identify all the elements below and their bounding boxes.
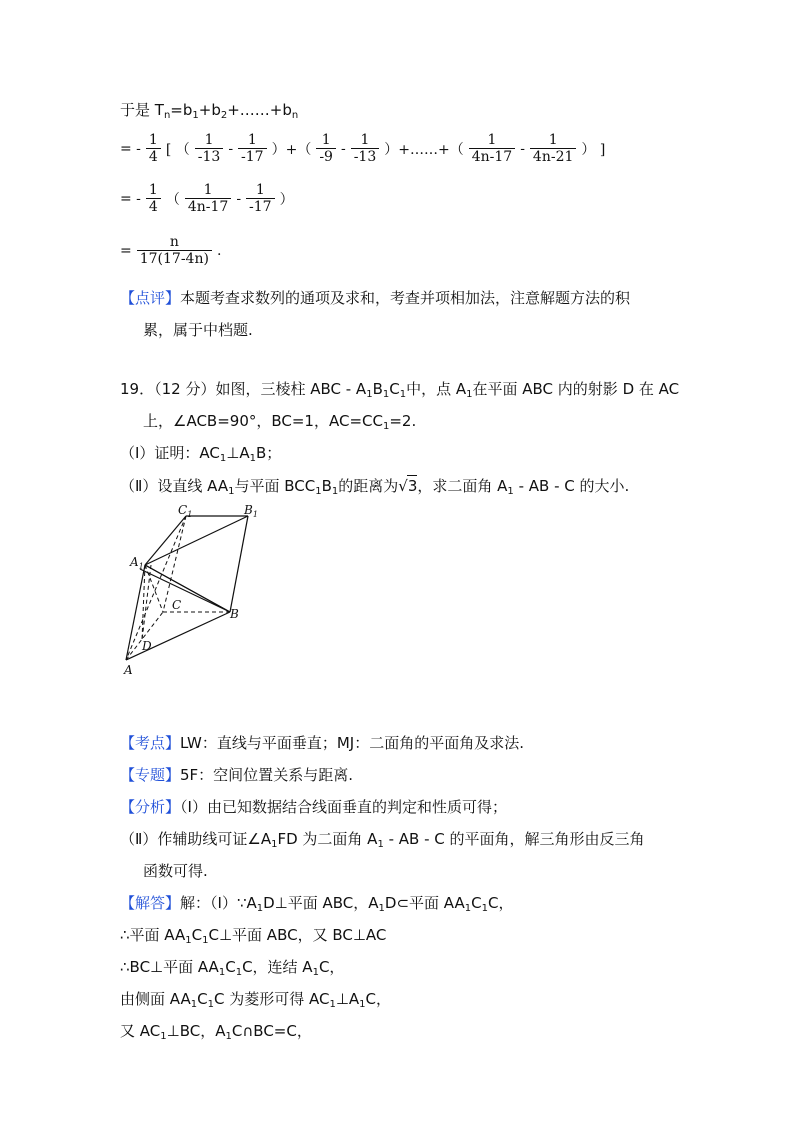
subscript: 1 <box>249 453 256 464</box>
subscript: 1 <box>315 486 322 497</box>
numerator: 1 <box>360 132 370 148</box>
review-line-1 <box>120 288 630 308</box>
subscript: 1 <box>329 999 336 1010</box>
numerator: 1 <box>247 132 257 148</box>
subscript: 1 <box>466 389 473 400</box>
denominator: 4 <box>146 148 161 165</box>
paren: ）+（ <box>271 141 312 158</box>
numerator: 1 <box>204 132 214 148</box>
period: . <box>216 242 222 259</box>
text: D⊂平面 AA <box>384 894 465 912</box>
subscript: 1 <box>382 421 390 432</box>
denominator: 4 <box>146 198 161 215</box>
paren: （ <box>165 191 180 208</box>
label-A1: $A_1$ <box>130 555 144 571</box>
text: C <box>389 380 400 398</box>
paren: ） <box>279 191 294 208</box>
review-text: 本题考查求数列的通项及求和，考查并项相加法，注意解题方法的积 <box>180 289 631 307</box>
result-line <box>120 234 221 267</box>
subscript: 1 <box>366 389 373 400</box>
text: 函数可得. <box>143 862 208 880</box>
subscript: 1 <box>377 839 384 850</box>
text: C <box>191 926 203 944</box>
text: 解：（Ⅰ）∵A <box>180 894 257 912</box>
numerator: 1 <box>548 132 558 148</box>
text: B <box>372 380 383 398</box>
fraction-quarter <box>146 132 161 165</box>
numerator: 1 <box>321 132 331 148</box>
minus: - <box>340 140 346 157</box>
edge-A1B-dup <box>145 565 230 612</box>
subscript: 1 <box>207 999 214 1010</box>
subscript: 2 <box>220 110 228 121</box>
bracket-open: [ （ <box>165 141 190 158</box>
fenxi-line-3 <box>143 861 208 881</box>
denominator: 17(17-4n) <box>137 250 212 267</box>
text: B <box>321 477 332 495</box>
question-19-line-2 <box>143 411 416 437</box>
denominator: 4n-17 <box>185 198 231 215</box>
text: C∩BC=C， <box>231 1022 312 1040</box>
numerator: 1 <box>255 182 265 198</box>
label-A: A <box>124 663 133 677</box>
text: =2. <box>389 412 417 430</box>
numerator: 1 <box>487 132 497 148</box>
text: - AB - C 的平面角，解三角形由反三角 <box>383 830 645 848</box>
sqrt-value: 3 <box>407 477 418 495</box>
text: 19．（12 分）如图，三棱柱 ABC - A <box>120 380 367 398</box>
subscript: 1 <box>202 935 209 946</box>
answer-line-1 <box>120 893 513 919</box>
fraction <box>185 182 231 215</box>
fraction <box>246 182 275 215</box>
text: 又 AC <box>120 1022 161 1040</box>
subscript: 1 <box>192 110 199 121</box>
fraction <box>469 132 515 165</box>
zhuanti-line <box>120 765 353 785</box>
fraction-quarter <box>146 182 161 215</box>
prism-figure <box>118 502 288 682</box>
text: ⊥BC，A <box>166 1022 226 1040</box>
subscript: 1 <box>399 389 407 400</box>
text: 上，∠ACB=90°，BC=1，AC=CC <box>143 412 383 430</box>
edge-B1B <box>230 516 248 612</box>
subscript: 1 <box>235 967 243 978</box>
text: C，连结 A <box>242 958 313 976</box>
edge-A1B1 <box>145 516 248 565</box>
text: - AB - C 的大小. <box>513 477 630 495</box>
denominator: 4n-17 <box>469 148 515 165</box>
text: C <box>197 990 208 1008</box>
edge-C1A1 <box>145 516 186 565</box>
subscript: 1 <box>219 453 227 464</box>
subscript: n <box>163 110 171 121</box>
text: C， <box>318 958 345 976</box>
fenxi-line-1 <box>120 797 507 817</box>
subscript: 1 <box>228 486 235 497</box>
fraction <box>351 132 380 165</box>
text: 的距离为 <box>338 477 399 495</box>
label-C1: $C_1$ <box>178 503 193 519</box>
text: C， <box>487 894 514 912</box>
subscript: 1 <box>464 903 472 914</box>
subscript: 1 <box>271 839 278 850</box>
subscript: 1 <box>312 967 319 978</box>
subscript: 1 <box>378 903 385 914</box>
review-text: 累，属于中档题. <box>143 321 253 339</box>
fraction <box>530 132 576 165</box>
minus: - <box>236 190 242 207</box>
subscript: 1 <box>331 486 339 497</box>
question-19-part-2 <box>120 475 629 502</box>
answer-line-4 <box>120 989 391 1015</box>
label-B: B <box>230 607 239 621</box>
question-19-part-1 <box>120 443 281 469</box>
text: =b <box>170 101 193 119</box>
text: （Ⅱ）作辅助线可证∠A <box>120 830 272 848</box>
answer-line-5 <box>120 1021 312 1047</box>
numerator: 1 <box>148 182 158 198</box>
label-B1: $B_1$ <box>244 503 258 519</box>
text: C⊥平面 ABC，又 BC⊥AC <box>208 926 387 944</box>
fraction <box>238 132 267 165</box>
zhuanti-tag: 【专题】 <box>120 766 181 784</box>
subscript: n <box>291 110 299 121</box>
subscript: 1 <box>481 903 488 914</box>
denominator: 4n-21 <box>530 148 576 165</box>
fraction-result <box>137 234 212 267</box>
subscript: 1 <box>256 903 264 914</box>
text: ⊥A <box>226 444 250 462</box>
equals-minus: = - <box>120 140 141 157</box>
equals-minus: = - <box>120 190 141 207</box>
text: 与平面 BCC <box>234 477 316 495</box>
fraction <box>195 132 224 165</box>
denominator: -9 <box>316 148 336 165</box>
subscript: 1 <box>507 486 514 497</box>
label-C: C <box>172 598 182 612</box>
edge-C1A <box>126 516 186 660</box>
text: D⊥平面 ABC，A <box>263 894 379 912</box>
answer-line-2 <box>120 925 386 951</box>
answer-line-3 <box>120 957 344 983</box>
text: +……+b <box>227 101 292 119</box>
text: +b <box>198 101 221 119</box>
label-D: D <box>142 639 152 653</box>
zhuanti-text: 5F：空间位置关系与距离. <box>180 766 353 784</box>
text: C 为菱形可得 AC <box>213 990 330 1008</box>
expansion-line <box>120 132 605 165</box>
text: FD 为二面角 A <box>277 830 378 848</box>
kaodian-line <box>120 733 524 753</box>
equals: = <box>120 242 132 259</box>
answer-tag: 【解答】 <box>120 894 181 912</box>
subscript: 1 <box>359 999 366 1010</box>
text: C <box>225 958 236 976</box>
review-line-2 <box>143 320 253 340</box>
kaodian-tag: 【考点】 <box>120 734 181 752</box>
text: ∴平面 AA <box>120 926 186 944</box>
edge-A1B-outer <box>140 569 230 612</box>
fenxi-tag: 【分析】 <box>120 798 181 816</box>
minus: - <box>520 140 525 157</box>
text: 在平面 ABC 内的射影 D 在 AC <box>472 380 680 398</box>
text: ∴BC⊥平面 AA <box>120 958 219 976</box>
numerator: 1 <box>148 132 158 148</box>
sqrt-sign: √ <box>398 477 408 495</box>
text: ⊥A <box>335 990 360 1008</box>
numerator: 1 <box>203 182 213 198</box>
fenxi-text: （Ⅰ）由已知数据结合线面垂直的判定和性质可得； <box>180 798 507 816</box>
subscript: 1 <box>218 967 226 978</box>
text: （Ⅱ）设直线 AA <box>120 477 229 495</box>
kaodian-text: LW：直线与平面垂直；MJ：二面角的平面角及求法. <box>180 734 524 752</box>
denominator: -17 <box>238 148 267 165</box>
text: 于是 T <box>120 101 164 119</box>
subscript: 1 <box>190 999 198 1010</box>
subscript: 1 <box>225 1031 232 1042</box>
text: C <box>471 894 482 912</box>
minus: - <box>228 140 234 157</box>
text: 中，点 A <box>406 380 467 398</box>
text: ，求二面角 A <box>417 477 508 495</box>
denominator: -17 <box>246 198 275 215</box>
simplified-line <box>120 182 294 215</box>
text: 由侧面 AA <box>120 990 191 1008</box>
fraction <box>316 132 336 165</box>
subscript: 1 <box>160 1031 167 1042</box>
numerator: n <box>169 234 179 250</box>
fenxi-line-2 <box>120 829 645 855</box>
paren: ）+……+（ <box>384 141 464 158</box>
review-tag: 【点评】 <box>120 289 181 307</box>
text: C， <box>365 990 391 1008</box>
question-19-line-1 <box>120 379 679 405</box>
subscript: 1 <box>185 935 192 946</box>
bracket-close: ） ] <box>581 141 606 158</box>
text: （Ⅰ）证明：AC <box>120 444 220 462</box>
subscript: 1 <box>382 389 390 400</box>
sum-definition-line <box>120 100 298 126</box>
text: B； <box>255 444 282 462</box>
denominator: -13 <box>351 148 380 165</box>
denominator: -13 <box>195 148 224 165</box>
